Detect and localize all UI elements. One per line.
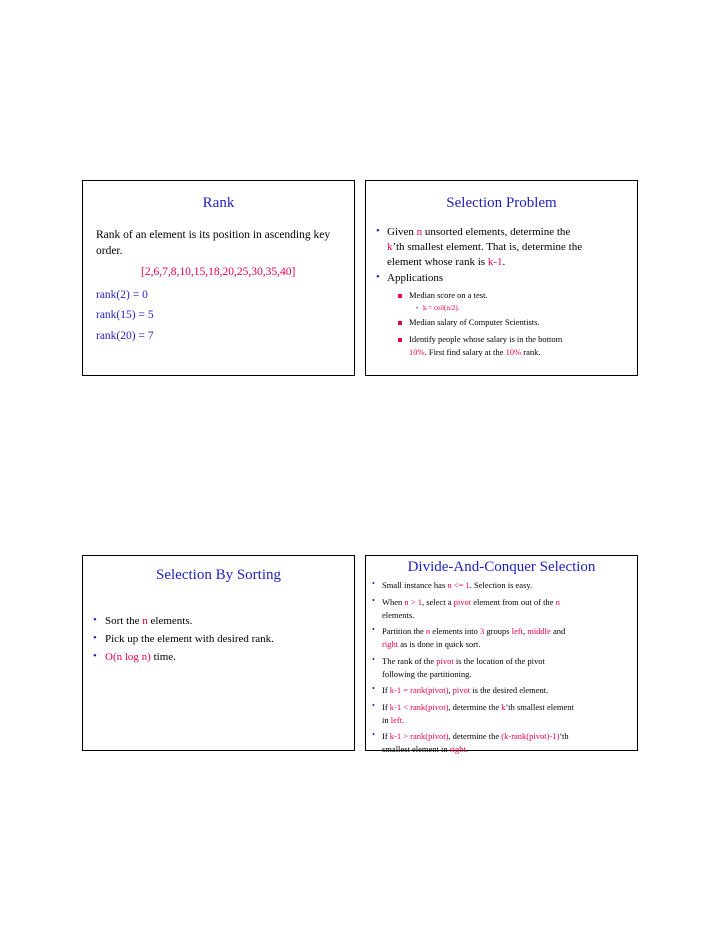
square-bullet-icon (398, 321, 402, 325)
rank-example: rank(15) = 5 (96, 309, 154, 321)
bullet-icon: • (93, 632, 97, 644)
step-line: If k-1 < rank(pivot), determine the k’th smallest element (382, 702, 574, 712)
bullet-icon: • (93, 650, 97, 662)
application-item-continued: 10%. First find salary at the 10% rank. (409, 347, 541, 357)
application-item: Median salary of Computer Scientists. (409, 317, 540, 327)
square-bullet-icon (398, 338, 402, 342)
slide-title: Selection By Sorting (156, 567, 281, 583)
problem-line-1: Given n unsorted elements, determine the (387, 226, 571, 238)
slide-divide-and-conquer (365, 555, 638, 754)
bullet-icon: • (93, 614, 97, 626)
slide-selection-by-sorting (82, 555, 355, 751)
problem-line-3: element whose rank is k-1. (387, 256, 506, 268)
slide-title: Rank (202, 195, 235, 211)
step-line-continued: right as is done in quick sort. (382, 639, 481, 649)
rank-example: rank(2) = 0 (96, 289, 148, 301)
application-item: Median score on a test. (409, 290, 488, 300)
bullet-icon: • (372, 596, 375, 605)
bullet-icon: • (372, 579, 375, 588)
sorting-complexity: O(n log n) time. (105, 651, 176, 663)
square-bullet-icon (398, 294, 402, 298)
step-line: Small instance has n <= 1. Selection is easy. (382, 580, 533, 590)
slide-title: Divide-And-Conquer Selection (407, 559, 596, 575)
bullet-icon: • (372, 684, 375, 693)
step-line-continued: in left. (382, 715, 405, 725)
step-line: If k-1 > rank(pivot), determine the (k-rank(pivot)-1)’th (382, 731, 569, 741)
definition-line-1: Rank of an element is its position in ascending key (96, 229, 331, 241)
step-line-continued: smallest element in right. (382, 744, 468, 754)
step-line-continued: elements. (382, 610, 415, 620)
rank-example: rank(20) = 7 (96, 330, 154, 342)
bullet-icon: • (372, 625, 375, 634)
sorting-step: Sort the n elements. (105, 615, 193, 627)
application-subitem: k = ceil(n/2). (423, 304, 460, 312)
step-line: Partition the n elements into 3 groups left, middle and (382, 626, 566, 636)
bullet-icon: • (372, 730, 375, 739)
sorted-list: [2,6,7,8,10,15,18,20,25,30,35,40] (141, 266, 296, 278)
definition-line-2: order. (96, 245, 123, 257)
application-item: Identify people whose salary is in the bottom (409, 334, 563, 344)
bullet-icon: • (372, 655, 375, 664)
bullet-icon: • (376, 271, 380, 283)
small-bullet-icon: • (416, 306, 419, 312)
problem-line-2: k’th smallest element. That is, determine the (387, 241, 583, 253)
slide-selection-problem (365, 180, 638, 376)
step-line-continued: following the partitioning. (382, 669, 472, 679)
sorting-step: Pick up the element with desired rank. (105, 633, 274, 645)
slide-rank (82, 180, 355, 376)
step-line: The rank of the pivot is the location of the pivot (382, 656, 545, 666)
bullet-icon: • (376, 225, 380, 237)
bullet-icon: • (372, 701, 375, 710)
slide-title: Selection Problem (446, 195, 557, 211)
applications-heading: Applications (387, 272, 444, 284)
step-line: When n > 1, select a pivot element from out of the n (382, 597, 560, 607)
step-line: If k-1 = rank(pivot), pivot is the desired element. (382, 685, 549, 695)
